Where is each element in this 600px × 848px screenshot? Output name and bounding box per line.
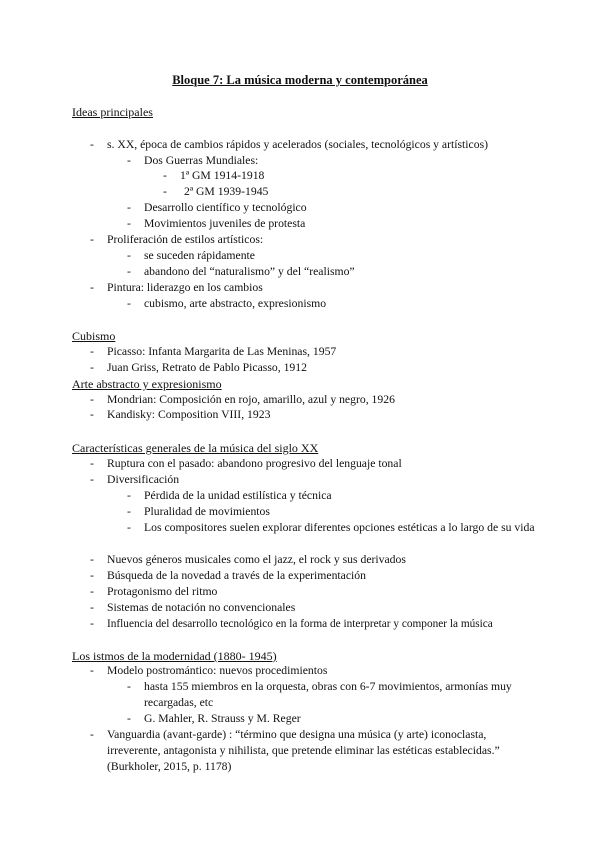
bullet-dash: - [90,457,94,470]
heading-cubismo: Cubismo [72,329,116,343]
list-item: 2ª GM 1939-1945 [184,185,269,198]
list-item: Proliferación de estilos artísticos: [107,233,264,246]
list-item: Kandisky: Composition VIII, 1923 [107,408,271,421]
bullet-dash: - [90,664,94,677]
bullet-dash: - [163,169,167,182]
list-item: Pluralidad de movimientos [144,505,270,518]
bullet-dash: - [127,249,131,262]
list-item: Juan Griss, Retrato de Pablo Picasso, 1912 [107,361,307,374]
bullet-dash: - [163,185,167,198]
bullet-dash: - [90,617,94,630]
bullet-dash: - [90,393,94,406]
bullet-dash: - [90,345,94,358]
list-item: hasta 155 miembros en la orquesta, obras con 6-7 movimientos, armonías muy recargadas, etc [144,680,512,709]
bullet-dash: - [127,712,131,725]
bullet-dash: - [90,569,94,582]
list-item: Vanguardia (avant-garde) : “término que designa una música (y arte) iconoclasta, irreverente, antagonista y nihilista, que pretende eliminar las estéticas establecidas.” (Burkholer, 2015, p. 1178) [107,728,500,773]
list-item: Pérdida de la unidad estilística y técnica [144,489,332,502]
list-item: abandono del “naturalismo” y del “realismo” [144,265,355,278]
list-item: Los compositores suelen explorar diferentes opciones estéticas a lo largo de su vida [144,521,535,534]
bullet-dash: - [127,154,131,167]
bullet-dash: - [127,521,131,534]
bullet-dash: - [127,201,131,214]
bullet-dash: - [127,217,131,230]
list-item: Ruptura con el pasado: abandono progresivo del lenguaje tonal [107,457,402,470]
bullet-dash: - [127,265,131,278]
list-item: Nuevos géneros musicales como el jazz, el rock y sus derivados [107,553,406,566]
bullet-dash: - [127,505,131,518]
bullet-dash: - [90,281,94,294]
list-item: Protagonismo del ritmo [107,585,218,598]
bullet-dash: - [90,138,94,151]
bullet-dash: - [90,728,94,741]
bullet-dash: - [90,585,94,598]
list-item: Pintura: liderazgo en los cambios [107,281,263,294]
list-item: s. XX, época de cambios rápidos y acelerados (sociales, tecnológicos y artísticos) [107,138,489,151]
bullet-dash: - [90,233,94,246]
list-item: Dos Guerras Mundiales: [144,154,259,167]
list-item: Influencia del desarrollo tecnológico en la forma de interpretar y componer la música [107,618,493,630]
bullet-dash: - [90,473,94,486]
list-item: Picasso: Infanta Margarita de Las Meninas, 1957 [107,345,337,358]
bullet-dash: - [127,297,131,310]
heading-ideas-principales: Ideas principales [72,105,153,119]
list-item: Desarrollo científico y tecnológico [144,201,307,214]
list-item: Sistemas de notación no convencionales [107,601,296,614]
bullet-dash: - [127,680,131,693]
list-item: Modelo postromántico: nuevos procedimientos [107,664,328,677]
list-item: Búsqueda de la novedad a través de la experimentación [107,569,366,582]
list-item: Diversificación [107,473,180,486]
list-item: Mondrian: Composición en rojo, amarillo, azul y negro, 1926 [107,393,395,406]
heading-istmos: Los istmos de la modernidad (1880- 1945) [72,649,277,663]
list-item: 1ª GM 1914-1918 [180,169,265,182]
bullet-dash: - [90,601,94,614]
list-item: se suceden rápidamente [144,249,255,262]
bullet-dash: - [90,361,94,374]
bullet-dash: - [90,408,94,421]
bullet-dash: - [90,553,94,566]
list-item: G. Mahler, R. Strauss y M. Reger [144,712,301,725]
list-item: Movimientos juveniles de protesta [144,217,306,230]
heading-arte-abstracto: Arte abstracto y expresionismo [72,377,222,391]
list-item: cubismo, arte abstracto, expresionismo [144,297,327,310]
heading-caracteristicas: Características generales de la música del siglo XX [72,441,319,455]
bullet-dash: - [127,489,131,502]
page-title: Bloque 7: La música moderna y contemporánea [172,73,428,87]
